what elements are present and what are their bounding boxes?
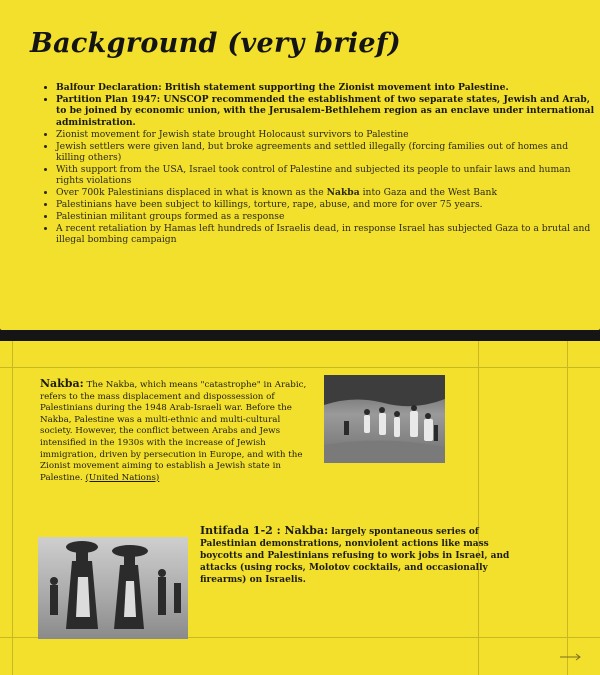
bullet-usa-support: • With support from the USA, Israel took control of Palestine and subjected its people to unfair laws and human rights violations [56,164,596,187]
bullet-balfour: • Balfour Declaration: British statement supporting the Zionist movement into Palestine. [56,82,596,93]
grid-line [0,367,600,368]
slide-title: Background (very brief) [30,28,401,59]
bullet-abuses: • Palestinians have been subject to killings, torture, rape, abuse, and more for over 75 years. [56,199,596,210]
intifada-body: largely spontaneous series of Palestinian demonstrations, nonviolent actions like mass boycotts and Palestinians refusing to work jobs in Israel, and attacks (using rocks, Molotov cocktails, and occasionally firearms) on Israelis. [200,527,510,585]
women-carrying-loads-photo-icon [38,537,188,639]
bullet-partition-plan: • Partition Plan 1947: UNSCOP recommended the establishment of two separate states, Jewish and Arab, to be joined by economic union, with the Jerusalem-Bethlehem region as an enclave under international administration. [56,94,596,128]
bullet-list [36,82,596,246]
arrow-right-icon[interactable] [560,653,582,661]
bullet-recent-retaliation: • A recent retaliation by Hamas left hundreds of Israelis dead, in response Israel has subjected Gaza to a brutal and illegal bombing campaign [56,223,596,246]
nakba-paragraph [40,378,312,484]
bullet-militant-groups: • Palestinian militant groups formed as a response [56,211,596,222]
intifada-heading: Intifada 1-2 : Nakba: [200,524,329,537]
bullet-nakba-before: Over 700k Palestinians displaced in what is known as the [56,187,327,199]
grid-line [12,341,13,675]
slide-background [0,0,600,330]
nakba-heading: Nakba: [40,377,84,390]
bullet-zionist-movement: • Zionist movement for Jewish state brought Holocaust survivors to Palestine [56,129,596,140]
bullet-nakba-displacement [56,187,596,198]
bullet-settlers: • Jewish settlers were given land, but broke agreements and settled illegally (forcing families out of homes and killing others) [56,141,596,164]
nakba-body: The Nakba, which means "catastrophe" in Arabic, refers to the mass displacement and dispossession of Palestinians during the 1948 Arab-Israeli war. Before the Nakba, Palestine was a multi-ethnic and multi-cultural society. However, the conflict between Arabs and Jews intensified in the 1930s with the increase of Jewish immigration, driven by persecution in Europe, and with the Zionist movement aiming to establish a Jewish state in Palestine. [40,380,307,483]
grid-line [478,341,479,675]
bullet-nakba-term: Nakba [326,187,360,199]
nakba-source-link[interactable]: (United Nations) [85,472,160,483]
bullet-nakba-after: into Gaza and the West Bank [359,187,498,199]
intifada-paragraph [200,525,530,587]
slide-nakba-intifada [0,341,600,675]
refugees-photo-icon [324,375,445,463]
grid-line [567,341,568,675]
